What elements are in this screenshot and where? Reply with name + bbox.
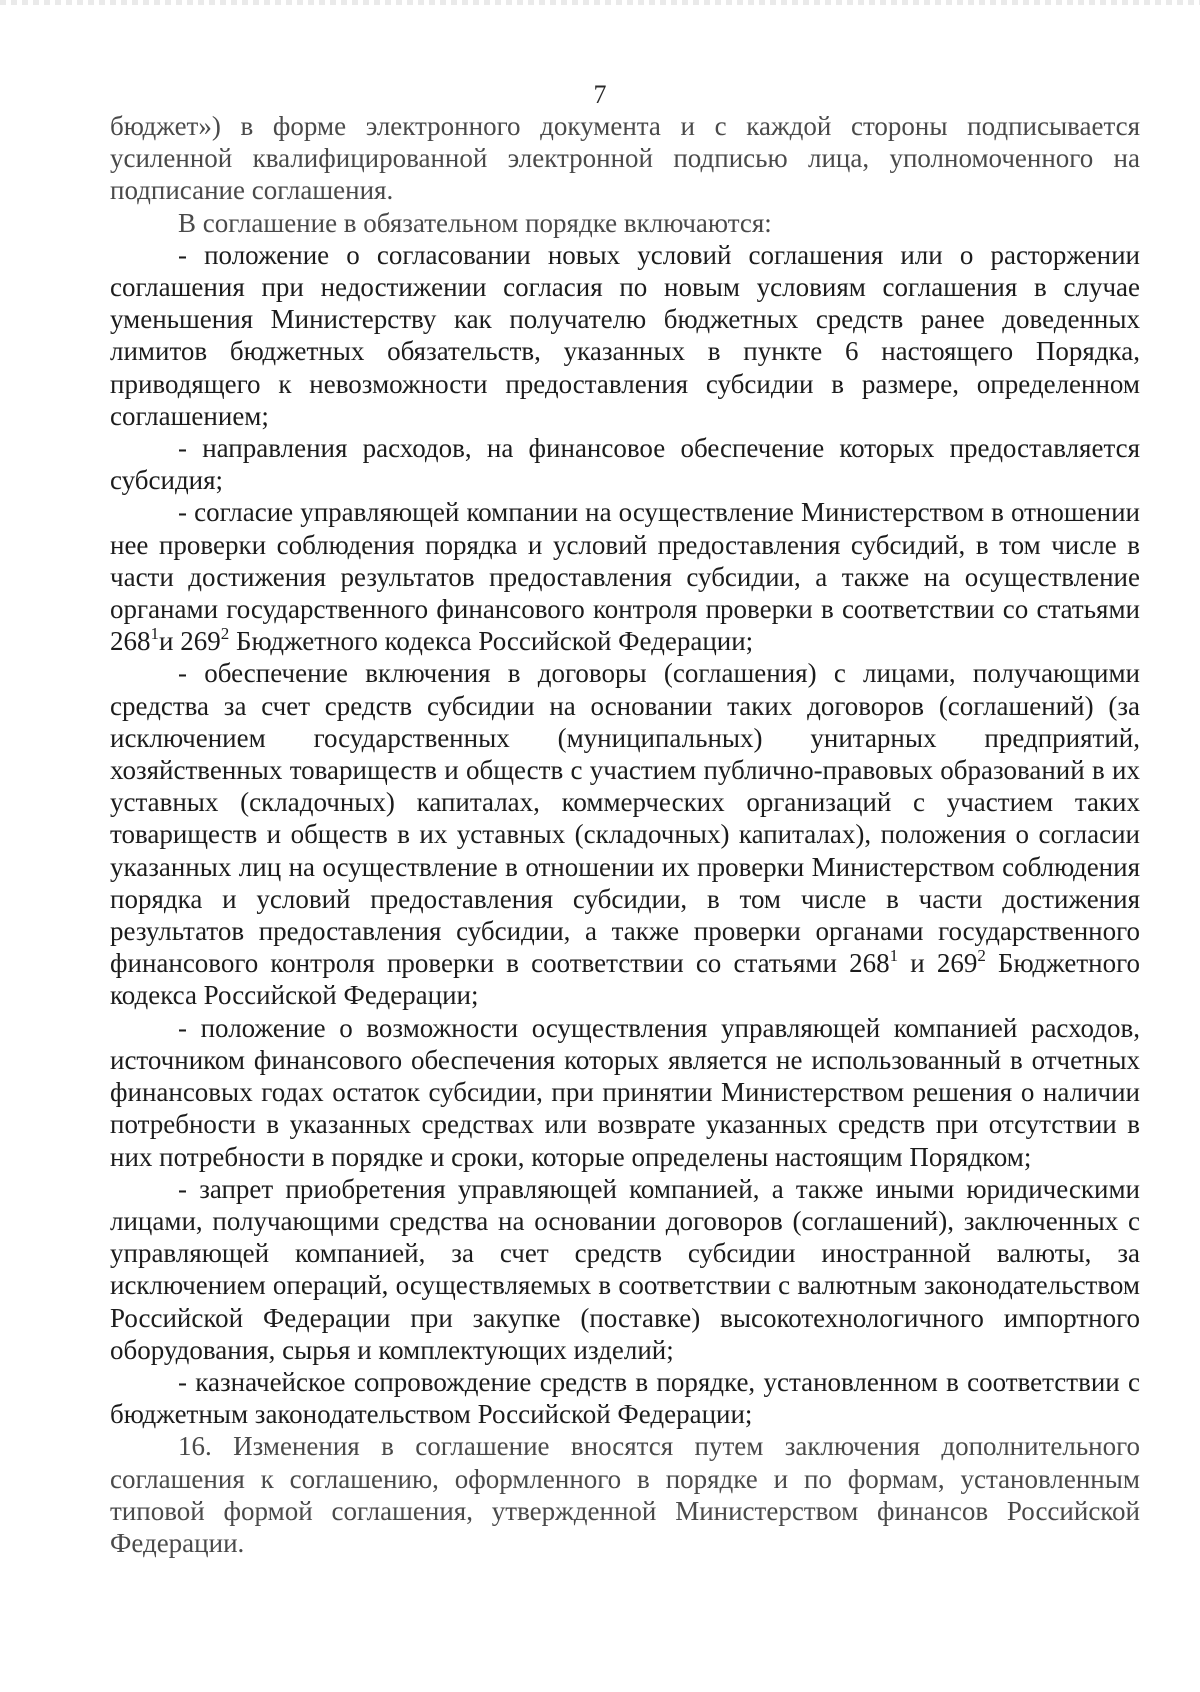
paragraph-item-consent-inspection [110, 496, 1140, 657]
paragraph-item-currency-prohibition: - запрет приобретения управляющей компанией, а также иными юридическими лицами, получающими средства на основании договоров (соглашений), заключенных с управляющей компанией, за счет средств субсидии иностранной валюты, за исключением операций, осуществляемых в соответствии с валютным законодательством Российской Федерации при закупке (поставке) высокотехнологичного импортного оборудования, сырья и комплектующих изделий; [110, 1173, 1140, 1365]
consent-text-part-3: Бюджетного кодекса Российской Федерации; [229, 626, 754, 657]
paragraph-item-expense-directions: - направления расходов, на финансовое обеспечение которых предоставляется субсидия; [110, 433, 1140, 496]
superscript-2: 2 [220, 624, 230, 644]
paragraph-item-unused-balance: - положение о возможности осуществления управляющей компанией расходов, источником финансового обеспечения которых является не использованный в отчетных финансовых годах остаток субсидии, при принятии Министерством решения о наличии потребности в указанных средствах или возврате указанных средств при отсутствии в них потребности в порядке и сроки, которые определены настоящим Порядком; [110, 1012, 1140, 1172]
page-number: 7 [593, 80, 607, 109]
superscript-1: 1 [150, 624, 159, 644]
paragraph-item-contract-inclusion [110, 657, 1140, 1011]
contract-text-part-2: и 269 [898, 948, 978, 979]
superscript-2: 2 [977, 946, 986, 966]
paragraph-continuation: бюджет») в форме электронного документа и с каждой стороны подписывается усиленной квалифицированной электронной подписью лица, уполномоченного на подписание соглашения. [110, 111, 1140, 206]
superscript-1: 1 [889, 946, 899, 966]
contract-text-part-3: Бюджетного кодекса Российской Федерации; [110, 948, 1140, 1011]
document-body [110, 110, 1140, 1559]
paragraph-agreement-intro: В соглашение в обязательном порядке включаются: [178, 207, 772, 238]
paragraph-item-treasury-support: - казначейское сопровождение средств в порядке, установленном в соответствии с бюджетным законодательством Российской Федерации; [110, 1366, 1140, 1430]
consent-text-part-2: и 269 [159, 626, 221, 657]
scan-edge-artifact [0, 0, 1200, 5]
paragraph-item-terms-approval: - положение о согласовании новых условий соглашения или о расторжении соглашения при недостижении согласия по новым условиям соглашения в случае уменьшения Министерству как получателю бюджетных средств ранее доведенных лимитов бюджетных обязательств, указанных в пункте 6 настоящего Порядка, приводящего к невозможности предоставления субсидии в размере, определенном соглашением; [110, 239, 1140, 431]
consent-text-part-1: - согласие управляющей компании на осуществление Министерством в отношении нее проверки соблюдения порядка и условий предоставления субсидий, в том числе в части достижения результатов предоставления субсидии, а также на осуществление органами государственного финансового контроля проверки в соответствии со статьями 268 [110, 497, 1140, 657]
contract-text-part-1: - обеспечение включения в договоры (соглашения) с лицами, получающими средства за счет средств субсидии на основании таких договоров (соглашений) (за исключением государственных (муниципальных) унитарных предприятий, хозяйственных товариществ и обществ с участием публично-правовых образований в их уставных (складочных) капиталах, коммерческих организаций с участием таких товариществ и обществ в их уставных (складочных) капиталах), положения о согласии указанных лиц на осуществление в отношении их проверки Министерством соблюдения порядка и условий предоставления субсидии, в том числе в части достижения результатов предоставления субсидии, а также проверки органами государственного финансового контроля проверки в соответствии со статьями 268 [110, 658, 1140, 979]
paragraph-clause-16: 16. Изменения в соглашение вносятся путем заключения дополнительного соглашения к соглашению, оформленного в порядке и по формам, установленным типовой формой соглашения, утвержденной Министерством финансов Российской Федерации. [110, 1431, 1140, 1558]
